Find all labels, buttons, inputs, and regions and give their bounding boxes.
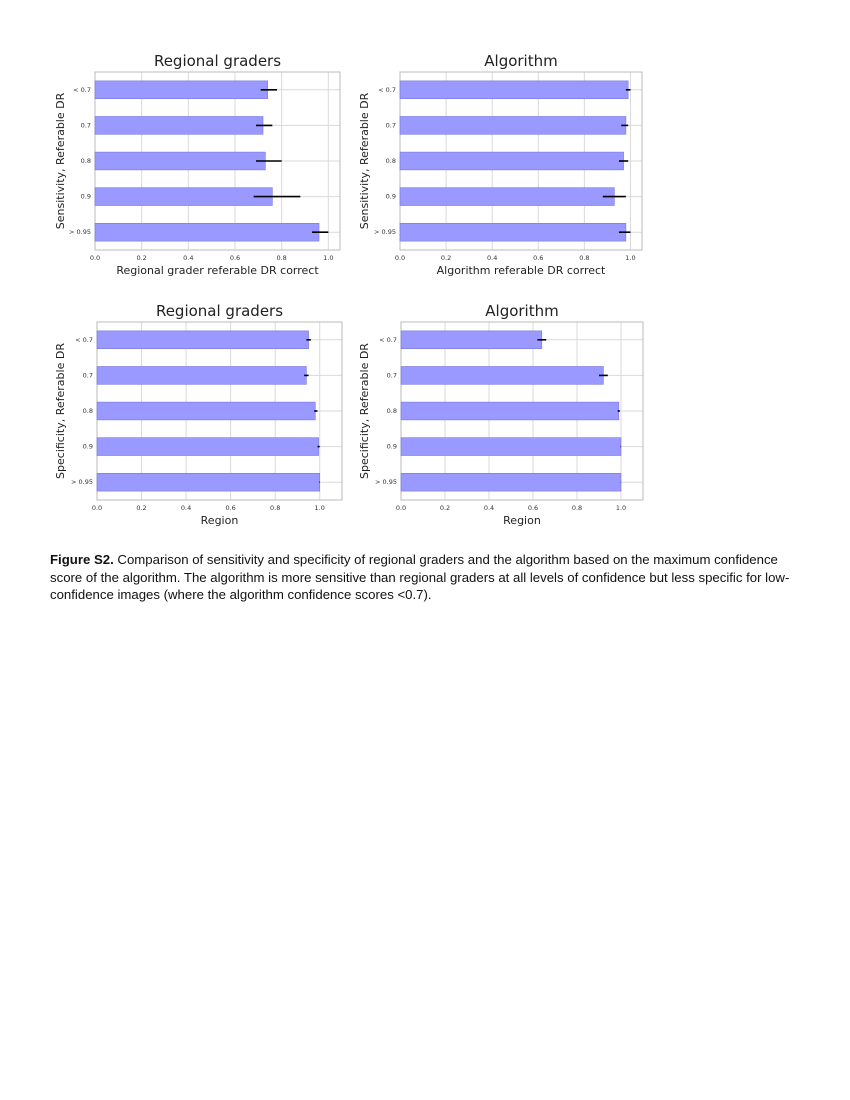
bar bbox=[401, 473, 621, 491]
x-tick-label: 0.2 bbox=[440, 254, 452, 262]
chart-panel-2 bbox=[358, 52, 642, 277]
category-tick-label: 0.9 bbox=[386, 442, 397, 451]
chart-panel-1 bbox=[54, 52, 340, 277]
y-axis-label: Sensitivity, Referable DR bbox=[358, 92, 371, 230]
category-tick-label: > 0.95 bbox=[69, 228, 91, 237]
category-tick-label: 0.8 bbox=[82, 407, 93, 415]
x-tick-label: 0.4 bbox=[483, 504, 495, 512]
y-axis-label: Specificity, Referable DR bbox=[358, 343, 371, 479]
chart-panel-4 bbox=[358, 302, 643, 527]
bar bbox=[400, 223, 626, 241]
bar bbox=[401, 367, 603, 385]
category-tick-label: 0.8 bbox=[80, 157, 91, 165]
chart-title: Regional graders bbox=[153, 52, 282, 70]
x-tick-label: 0.0 bbox=[89, 254, 101, 262]
bar bbox=[400, 117, 626, 135]
bar bbox=[401, 438, 621, 456]
x-tick-label: 0.2 bbox=[136, 254, 147, 262]
x-tick-label: 0.8 bbox=[571, 504, 583, 512]
category-tick-label: 0.9 bbox=[80, 192, 91, 201]
category-tick-label: < 0.7 bbox=[75, 335, 93, 344]
x-tick-label: 0.6 bbox=[225, 504, 236, 512]
x-tick-label: 0.8 bbox=[270, 504, 281, 512]
chart-title: Regional graders bbox=[155, 302, 284, 320]
bar bbox=[97, 438, 319, 456]
bar bbox=[97, 402, 315, 420]
bar bbox=[95, 188, 272, 206]
bar bbox=[97, 473, 320, 491]
bar bbox=[400, 152, 624, 170]
x-tick-label: 0.4 bbox=[183, 254, 194, 262]
x-tick-label: 0.6 bbox=[527, 504, 539, 512]
x-tick-label: 1.0 bbox=[615, 504, 627, 512]
category-tick-label: 0.9 bbox=[82, 442, 93, 451]
bar bbox=[95, 117, 263, 135]
category-tick-label: 0.7 bbox=[385, 121, 396, 130]
chart-title: Algorithm bbox=[485, 302, 559, 320]
figure-charts bbox=[0, 0, 850, 540]
category-tick-label: < 0.7 bbox=[379, 335, 397, 344]
chart-title: Algorithm bbox=[484, 52, 558, 70]
x-axis-label: Regional grader referable DR correct bbox=[116, 264, 319, 277]
x-tick-label: 0.2 bbox=[439, 504, 451, 512]
category-tick-label: > 0.95 bbox=[71, 478, 93, 487]
x-tick-label: 1.0 bbox=[625, 254, 636, 262]
x-axis-label: Algorithm referable DR correct bbox=[436, 264, 606, 277]
x-tick-label: 1.0 bbox=[323, 254, 334, 262]
x-axis-label: Region bbox=[503, 514, 541, 527]
x-tick-label: 0.6 bbox=[229, 254, 241, 262]
x-tick-label: 0.0 bbox=[91, 504, 103, 512]
x-tick-label: 0.4 bbox=[180, 504, 192, 512]
bar bbox=[97, 331, 309, 349]
x-tick-label: 0.8 bbox=[579, 254, 590, 262]
category-tick-label: < 0.7 bbox=[73, 85, 91, 94]
x-tick-label: 0.0 bbox=[394, 254, 406, 262]
x-tick-label: 0.4 bbox=[487, 254, 498, 262]
category-tick-label: 0.7 bbox=[82, 371, 93, 380]
y-axis-label: Specificity, Referable DR bbox=[54, 343, 67, 479]
category-tick-label: 0.7 bbox=[386, 371, 397, 380]
bar bbox=[400, 81, 628, 99]
bar bbox=[95, 81, 268, 99]
y-axis-label: Sensitivity, Referable DR bbox=[54, 92, 67, 230]
x-tick-label: 0.6 bbox=[533, 254, 544, 262]
category-tick-label: > 0.95 bbox=[374, 228, 396, 237]
bar bbox=[401, 402, 619, 420]
x-tick-label: 0.0 bbox=[395, 504, 407, 512]
x-tick-label: 1.0 bbox=[314, 504, 325, 512]
x-tick-label: 0.2 bbox=[136, 504, 147, 512]
bar bbox=[401, 331, 542, 349]
bar bbox=[400, 188, 614, 206]
category-tick-label: 0.8 bbox=[386, 407, 397, 415]
category-tick-label: 0.9 bbox=[385, 192, 396, 201]
category-tick-label: > 0.95 bbox=[375, 478, 397, 487]
bar bbox=[95, 223, 319, 241]
category-tick-label: 0.8 bbox=[385, 157, 396, 165]
bar bbox=[97, 367, 306, 385]
category-tick-label: 0.7 bbox=[80, 121, 91, 130]
caption-label: Figure S2. bbox=[50, 552, 114, 567]
x-axis-label: Region bbox=[200, 514, 239, 527]
x-tick-label: 0.8 bbox=[276, 254, 287, 262]
chart-panel-3 bbox=[54, 302, 342, 527]
bar bbox=[95, 152, 265, 170]
category-tick-label: < 0.7 bbox=[378, 85, 396, 94]
figure-caption bbox=[50, 551, 790, 604]
caption-text: Comparison of sensitivity and specificity of regional graders and the algorithm based on the maximum confidence score of the algorithm. The algorithm is more sensitive than regional graders at all levels of confidence but less specific for low-confidence images (where the algorithm confidence scores <0.7). bbox=[50, 552, 790, 602]
